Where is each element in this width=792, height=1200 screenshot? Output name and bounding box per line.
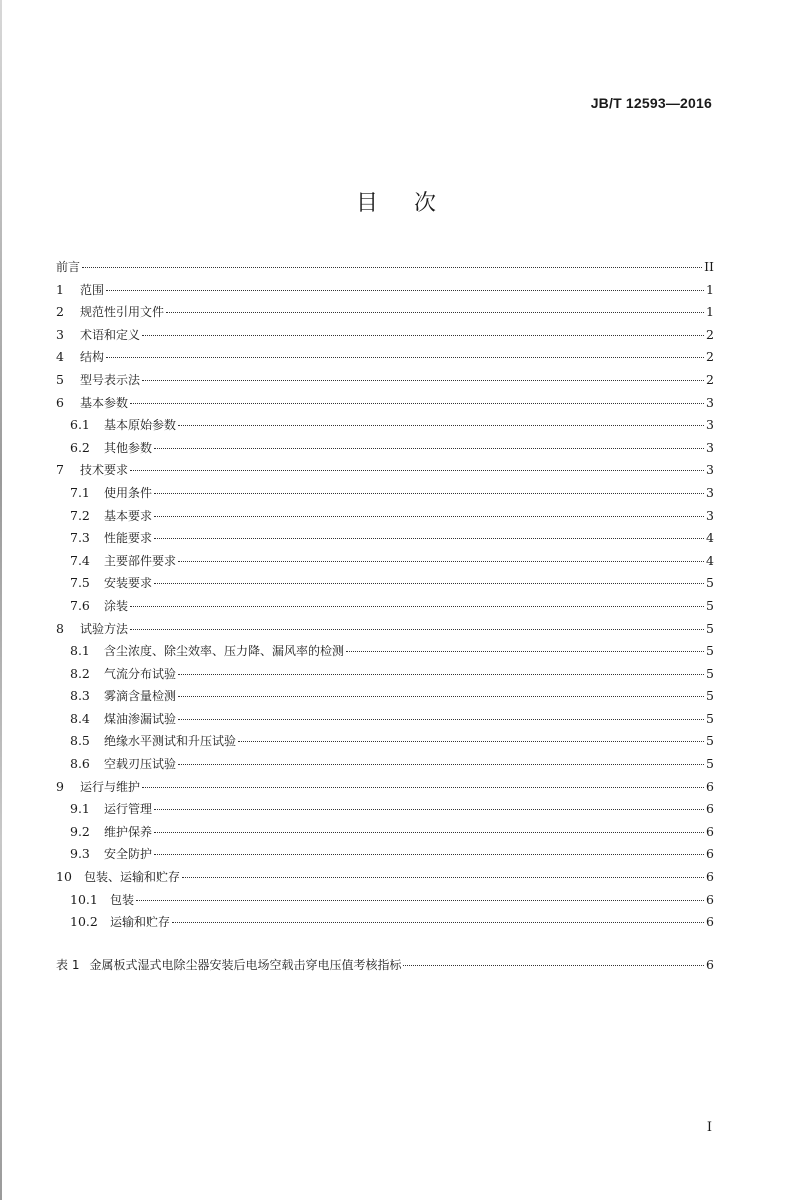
dot-leader: [172, 922, 704, 923]
toc-table-entry[interactable]: [56, 956, 714, 973]
toc-entry-number: 7.6: [70, 597, 90, 613]
scan-edge-shadow: [0, 0, 2, 1200]
toc-entry[interactable]: [56, 326, 714, 349]
toc-entry-text: 型号表示法: [80, 372, 141, 387]
toc-entry-text: 运输和贮存: [110, 915, 171, 930]
dot-leader: [106, 290, 704, 291]
toc-entry-page: 5: [706, 733, 714, 749]
dot-leader: [154, 583, 704, 584]
page-number: I: [706, 1120, 712, 1135]
dot-leader: [346, 651, 704, 652]
dot-leader: [178, 674, 704, 675]
toc-entry-text: 涂装: [104, 598, 129, 613]
toc-entry-text: 基本要求: [104, 508, 153, 523]
toc-entry-number: 6.1: [70, 417, 90, 433]
toc-entry[interactable]: [56, 891, 714, 914]
dot-leader: [130, 606, 704, 607]
dot-leader: [154, 538, 704, 539]
dot-leader: [403, 965, 704, 966]
toc-entry-text: 运行与维护: [80, 779, 141, 794]
toc-entry-page: 4: [706, 552, 714, 568]
dot-leader: [178, 719, 704, 720]
dot-leader: [166, 312, 704, 313]
dot-leader: [130, 403, 704, 404]
toc-entry-number: 8.6: [70, 756, 90, 772]
standard-code: JB/T 12593—2016: [590, 95, 712, 111]
dot-leader: [106, 357, 704, 358]
toc-entry-text: 安全防护: [104, 847, 153, 862]
toc-entry-number: 8.2: [70, 665, 90, 681]
toc-entry-text: 运行管理: [104, 802, 153, 817]
toc-entry-text: 技术要求: [80, 463, 129, 478]
table-entry-text: 金属板式湿式电除尘器安装后电场空载击穿电压值考核指标: [89, 958, 402, 972]
toc-entry-page: 5: [706, 710, 714, 726]
toc-entry[interactable]: [56, 394, 714, 417]
table-entry-number: 表 1: [56, 958, 80, 972]
toc-entry-text: 前言: [56, 260, 81, 274]
toc-entry-page: 5: [706, 756, 714, 772]
toc-entry[interactable]: [56, 687, 714, 710]
dot-leader: [82, 267, 702, 268]
toc-entry-number: 8: [56, 620, 64, 636]
toc-entry[interactable]: [56, 845, 714, 868]
dot-leader: [130, 629, 704, 630]
toc-entry-page: 6: [706, 869, 714, 885]
toc-entry[interactable]: [56, 732, 714, 755]
dot-leader: [154, 809, 704, 810]
dot-leader: [178, 561, 704, 562]
toc-entry-text: 绝缘水平测试和升压试验: [104, 734, 237, 749]
toc-entry-page: 2: [706, 371, 714, 387]
toc-entry-number: 7.4: [70, 552, 90, 568]
toc-entry-text: 煤油渗漏试验: [104, 711, 177, 726]
dot-leader: [154, 493, 704, 494]
toc-entry-number: 8.5: [70, 733, 90, 749]
toc-entry-text: 规范性引用文件: [80, 305, 165, 320]
toc-entry[interactable]: [56, 778, 714, 801]
toc-entry-number: 9.1: [70, 801, 90, 817]
toc-entry-page: 5: [706, 665, 714, 681]
toc-entry[interactable]: [56, 710, 714, 733]
toc-entry-page: 3: [706, 462, 714, 478]
toc-entry-page: II: [704, 259, 714, 274]
dot-leader: [142, 787, 704, 788]
toc-entry-page: 3: [706, 439, 714, 455]
toc-entry-number: 3: [56, 326, 64, 342]
toc-entry-number: 7: [56, 462, 64, 478]
toc-entry[interactable]: [56, 348, 714, 371]
toc-entry[interactable]: [56, 597, 714, 620]
toc-entry[interactable]: [56, 281, 714, 304]
toc-entry[interactable]: [56, 642, 714, 665]
toc-entry-number: 7.2: [70, 507, 90, 523]
toc-entry-number: 8.1: [70, 643, 90, 659]
toc-entry-page: 5: [706, 620, 714, 636]
toc-entry-number: 9: [56, 778, 64, 794]
toc-entry-page: 3: [706, 394, 714, 410]
toc-entry-page: 6: [706, 823, 714, 839]
toc-entry-text: 范围: [80, 282, 105, 297]
dot-leader: [178, 696, 704, 697]
toc-entry-text: 安装要求: [104, 576, 153, 591]
toc-entry[interactable]: [56, 868, 714, 891]
toc-entry-text: 其他参数: [104, 440, 153, 455]
dot-leader: [142, 335, 704, 336]
toc-entry-text: 性能要求: [104, 531, 153, 546]
toc-entry[interactable]: [56, 552, 714, 575]
toc-entry[interactable]: [56, 665, 714, 688]
dot-leader: [178, 425, 704, 426]
toc-entry-page: 3: [706, 417, 714, 433]
toc-entry-page: 5: [706, 575, 714, 591]
toc-entry-number: 7.5: [70, 575, 90, 591]
toc-entry[interactable]: [56, 823, 714, 846]
toc-entry-page: 2: [706, 349, 714, 365]
toc-entry[interactable]: [56, 913, 714, 936]
toc-entry-number: 4: [56, 349, 64, 365]
toc-entry-number: 9.2: [70, 823, 90, 839]
dot-leader: [136, 900, 704, 901]
toc-entry-text: 结构: [80, 350, 105, 365]
toc-entry[interactable]: [56, 439, 714, 462]
dot-leader: [130, 470, 704, 471]
toc-entry-number: 6: [56, 394, 64, 410]
toc-entry[interactable]: [56, 574, 714, 597]
toc-entry-number: 7.1: [70, 484, 90, 500]
toc-entry-text: 气流分布试验: [104, 666, 177, 681]
toc-entry-text: 使用条件: [104, 485, 153, 500]
toc-entry-page: 5: [706, 643, 714, 659]
toc-entry-number: 10.2: [70, 914, 98, 930]
toc-entry-number: 7.3: [70, 530, 90, 546]
toc-entry-page: 1: [706, 304, 714, 320]
toc-entry-text: 主要部件要求: [104, 553, 177, 568]
toc-entry[interactable]: [56, 620, 714, 643]
toc-entry[interactable]: [56, 755, 714, 778]
toc-entry-page: 5: [706, 597, 714, 613]
toc-entry[interactable]: [56, 371, 714, 394]
toc-entry-number: 10: [56, 869, 72, 885]
toc-entry-page: 3: [706, 484, 714, 500]
toc-entry-text: 术语和定义: [80, 327, 141, 342]
toc-entry-number: 8.4: [70, 710, 90, 726]
dot-leader: [154, 448, 704, 449]
toc-entry-page: 6: [706, 778, 714, 794]
toc-entry-page: 4: [706, 530, 714, 546]
toc-entry-text: 雾滴含量检测: [104, 689, 177, 704]
toc-entry-number: 10.1: [70, 891, 98, 907]
toc-entry[interactable]: [56, 484, 714, 507]
toc-entry-page: 1: [706, 281, 714, 297]
toc-entry[interactable]: [56, 529, 714, 552]
toc-entry-number: 9.3: [70, 846, 90, 862]
toc-entry-number: 2: [56, 304, 64, 320]
toc-entry-page: 6: [706, 914, 714, 930]
toc-entry-page: 2: [706, 326, 714, 342]
dot-leader: [178, 764, 704, 765]
toc-entry[interactable]: [56, 507, 714, 530]
dot-leader: [182, 877, 704, 878]
toc-entry-number: 5: [56, 371, 64, 387]
toc-entry[interactable]: [56, 461, 714, 484]
toc-entry[interactable]: [56, 416, 714, 439]
toc-entry-text: 包装: [110, 892, 135, 907]
toc-title: 目次: [355, 191, 472, 216]
toc-entry[interactable]: [56, 303, 714, 326]
toc-entry-page: 6: [706, 846, 714, 862]
toc-entry-number: 8.3: [70, 688, 90, 704]
toc-entry-number: 6.2: [70, 439, 90, 455]
table-entry-page: 6: [706, 957, 714, 972]
dot-leader: [154, 854, 704, 855]
dot-leader: [154, 832, 704, 833]
toc-entry-text: 试验方法: [80, 621, 129, 636]
toc-entry-page: 3: [706, 507, 714, 523]
dot-leader: [154, 516, 704, 517]
toc-entry-page: 6: [706, 891, 714, 907]
toc-entry-text: 包装、运输和贮存: [84, 870, 181, 885]
dot-leader: [142, 380, 704, 381]
toc-entry-number: 1: [56, 281, 64, 297]
dot-leader: [238, 741, 704, 742]
toc-entry-text: 基本参数: [80, 395, 129, 410]
toc-entry-text: 空载刃压试验: [104, 757, 177, 772]
toc-entry[interactable]: [56, 800, 714, 823]
table-of-contents: [56, 258, 714, 936]
toc-entry-text: 维护保养: [104, 824, 153, 839]
toc-entry-text: 含尘浓度、除尘效率、压力降、漏风率的检测: [104, 644, 345, 659]
toc-entry-page: 6: [706, 801, 714, 817]
toc-entry[interactable]: [56, 258, 714, 281]
toc-entry-page: 5: [706, 688, 714, 704]
toc-entry-text: 基本原始参数: [104, 418, 177, 433]
